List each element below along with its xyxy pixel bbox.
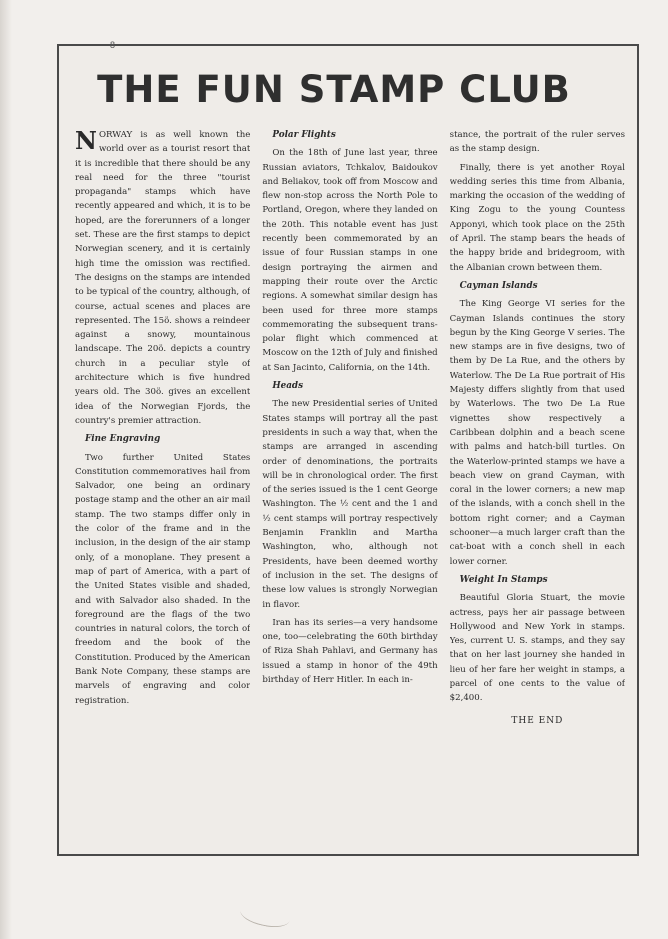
paragraph: Beautiful Gloria Stuart, the movie actress, pays her air passage between Hollywood and New York in stamps. Yes, current U. S. stamps, and they say that on her last journey she handed in lieu of her fare her weight in stamps, a parcel of one cents to the value of $2,400.: [449, 593, 625, 704]
subheading-heads: Heads: [272, 381, 304, 392]
paragraph: Iran has its series—a very handsome one, too—celebrating the 60th birthday of Riza Shah Pahlavi, and Germany has issued a stamp in honor of the 49th birthday of Herr Hitler. In each in-: [262, 617, 438, 685]
paragraph: On the 18th of June last year, three Russian aviators, Tchkalov, Baidoukov and Beliakov, took off from Moscow and flew non-stop across the North Pole to Portland, Oregon, where they landed on the 20th. This notable event has just recently been commemorated by an issue of four Russian stamps in one design portraying the airmen and mapping their route over the Arctic regions. A somewhat similar design has been used for three more stamps commemorating the subsequent trans-polar flight which commenced at Moscow on the 12th of July and finished at San Jacinto, California, on the 14th.: [262, 148, 438, 373]
paper-mark: [238, 900, 291, 931]
intro-text: ORWAY is as well known the world over as a tourist resort that it is incredible that there should be any real need for the three "tourist propaganda" stamps which have recently appeared and which, it is to be hoped, are the forerunners of a longer set. These are the first stamps to depict Norwegian scenery, and it is certainly high time the omission was rectified. The designs on the stamps are intended to be typical of the country, although, of course, actual scenes and places are represented. The 15ö. shows a reindeer against a snowy, mountainous landscape. The 20ö. depicts a country church in a peculiar style of architecture which is five hundred years old. The 30ö. gives an excellent idea of the Norwegian Fjords, the country's premier attraction.: [75, 130, 251, 426]
subheading-cayman-islands: Cayman Islands: [459, 280, 538, 291]
paragraph: stance, the portrait of the ruler serves as the stamp design.: [449, 130, 625, 155]
intro-paragraph: [75, 128, 250, 428]
subheading-polar-flights: Polar Flights: [272, 130, 336, 140]
drop-cap: N: [75, 128, 97, 155]
subheading-weight-in-stamps: Weight In Stamps: [459, 574, 548, 585]
page-edge: [0, 0, 12, 939]
article-columns: [75, 128, 625, 838]
paragraph: The new Presidential series of United States stamps will portray all the past presidents in such a way that, when the stamps are arranged in ascending order of denominations, the portraits will be in chronological order. The first of the series issued is the 1 cent George Washington. The ½ cent and the 1 and ½ cent stamps will portray respectively Benjamin Franklin and Martha Washington, who, although not Presidents, have been deemed worthy of inclusion in the set. The designs of these low values is strongly Norwegian in flavor.: [262, 399, 438, 610]
subheading-fine-engraving: Fine Engraving: [85, 434, 161, 445]
column-2: [262, 128, 437, 838]
column-1: [75, 128, 250, 838]
paragraph: Finally, there is yet another Royal wedding series this time from Albania, marking the occasion of the wedding of King Zogu to the young Countess Apponyi, which took place on the 25th of April. The stamp bears the heads of the happy bride and bridegroom, with the Albanian crown between them.: [449, 162, 625, 273]
paragraph: Two further United States Constitution commemoratives hail from Salvador, one being an ordinary postage stamp and the other an air mail stamp. The two stamps differ only in the color of the frame and in the inclusion, in the design of the air stamp only, of a monoplane. They present a map of part of America, with a part of the United States visible and shaded, and with Salvador also shaded. In the foreground are the flags of the two countries in natural colors, the torch of freedom and the book of the Constitution. Produced by the American Bank Note Company, these stamps are marvels of engraving and color registration.: [75, 452, 251, 706]
page-title: THE FUN STAMP CLUB: [97, 68, 571, 111]
paragraph: The King George VI series for the Cayman Islands continues the story begun by the King George V series. The new stamps are in five designs, two of them by De La Rue, and the others by Waterlow. The De La Rue portrait of His Majesty differs slightly from that used by Waterlows. The two De La Rue vignettes show respectively a Caribbean dolphin and a beach scene with palms and hatch-bill turtles. On the Waterlow-printed stamps we have a beach view on grand Cayman, with coral in the lower corners; a new map of the islands, with a conch shell in the bottom right corner; and a Cayman schooner—a much larger craft than the cat-boat with a conch shell in each lower corner.: [449, 299, 625, 567]
page-number: 8: [110, 40, 116, 50]
column-3: [450, 128, 625, 838]
the-end: THE END: [511, 715, 564, 726]
